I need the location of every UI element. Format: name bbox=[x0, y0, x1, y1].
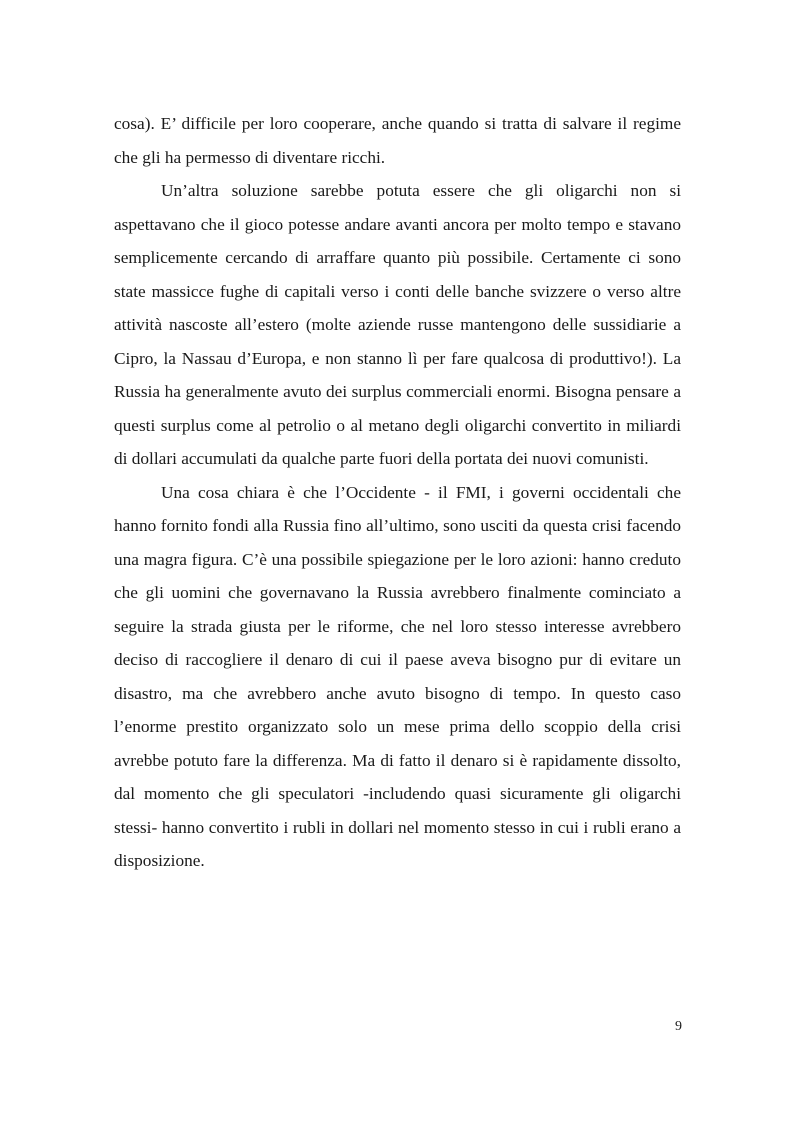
body-text bbox=[114, 107, 681, 878]
paragraph-oligarchs: Un’altra soluzione sarebbe potuta essere che gli oligarchi non si aspettavano che il gioco potesse andare avanti ancora per molto tempo e stavano semplicemente cercando di arraffare quanto più possibile. Certamente ci sono state massicce fughe di capitali verso i conti delle banche svizzere o verso altre attività nascoste all’estero (molte aziende russe mantengono delle sussidiarie a Cipro, la Nassau d’Europa, e non stanno lì per fare qualcosa di produttivo!). La Russia ha generalmente avuto dei surplus commerciali enormi. Bisogna pensare a questi surplus come al petrolio o al metano degli oligarchi convertito in miliardi di dollari accumulati da qualche parte fuori della portata dei nuovi comunisti. bbox=[114, 181, 681, 468]
paragraph-west: Una cosa chiara è che l’Occidente - il FMI, i governi occidentali che hanno fornito fondi alla Russia fino all’ultimo, sono usciti da questa crisi facendo una magra figura. C’è una possibile spiegazione per le loro azioni: hanno creduto che gli uomini che governavano la Russia avrebbero finalmente cominciato a seguire la strada giusta per le riforme, che nel loro stesso interesse avrebbero deciso di raccogliere il denaro di cui il paese aveva bisogno pur di evitare un disastro, ma che avrebbero anche avuto bisogno di tempo. In questo caso l’enorme prestito organizzato solo un mese prima dello scoppio della crisi avrebbe potuto fare la differenza. Ma di fatto il denaro si è rapidamente dissolto, dal momento che gli speculatori -includendo quasi sicuramente gli oligarchi stessi- hanno convertito i rubli in dollari nel momento stesso in cui i rubli erano a disposizione. bbox=[114, 482, 681, 870]
paragraph-continuation: cosa). E’ difficile per loro cooperare, anche quando si tratta di salvare il regime che gli ha permesso di diventare ricchi. bbox=[114, 114, 681, 167]
page-number: 9 bbox=[675, 1019, 682, 1034]
